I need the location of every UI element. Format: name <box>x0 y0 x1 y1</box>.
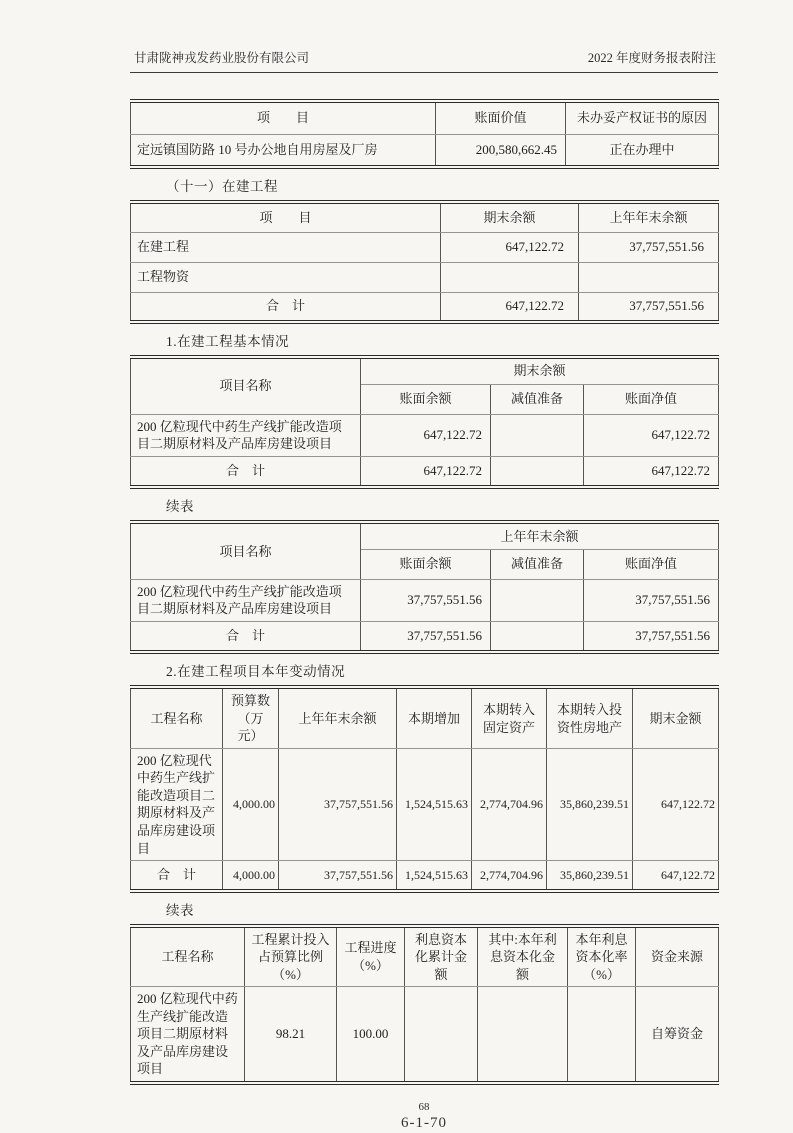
group-header-prior-year-balance: 上年年末余额 <box>361 522 719 549</box>
cell-value <box>491 414 584 456</box>
col-header-capitalization-rate: 本年利息资本化率（%） <box>568 926 636 987</box>
cell-value: 37,757,551.56 <box>579 292 719 322</box>
col-header-net-value: 账面净值 <box>584 384 719 414</box>
cell-value: 37,757,551.56 <box>579 232 719 262</box>
project-name: 200 亿粒现代中药生产线扩能改造项目二期原材料及产品库房建设项目 <box>131 414 361 456</box>
cell-value: 37,757,551.56 <box>279 861 397 891</box>
cell-book-value: 200,580,662.45 <box>436 134 566 167</box>
table-row <box>131 987 719 1083</box>
cell-value: 35,860,239.51 <box>547 748 633 860</box>
col-header-budget: 预算数（万元） <box>223 687 279 748</box>
col-header-impairment: 减值准备 <box>491 384 584 414</box>
cell-value <box>568 987 636 1083</box>
total-label: 合 计 <box>131 861 223 891</box>
table-total-row <box>131 861 719 891</box>
row-label: 定远镇国防路 10 号办公地自用房屋及厂房 <box>131 134 436 167</box>
table-row <box>131 134 719 167</box>
col-header-capitalized-interest-total: 利息资本化累计金额 <box>405 926 478 987</box>
cip-movement-table <box>130 685 719 892</box>
table-row <box>131 232 719 262</box>
table-row <box>131 748 719 860</box>
project-name: 200 亿粒现代中药生产线扩能改造项目二期原材料及产品库房建设项目 <box>131 987 245 1083</box>
page-number: 6-1-70 <box>401 1114 447 1131</box>
subsection-title-current-year-changes: 2.在建工程项目本年变动情况 <box>166 664 346 680</box>
cell-value: 2,774,704.96 <box>472 861 547 891</box>
cell-value: 647,122.72 <box>441 292 579 322</box>
continued-table-label: 续表 <box>166 499 194 515</box>
cell-value <box>491 456 584 487</box>
col-header-investment-to-budget-ratio: 工程累计投入占预算比例（%） <box>245 926 337 987</box>
table-group-header-row <box>131 522 719 549</box>
cell-value: 1,524,515.63 <box>397 861 472 891</box>
col-header-transfer-fixed-assets: 本期转入固定资产 <box>472 687 547 748</box>
cell-value <box>491 621 584 652</box>
total-label: 合 计 <box>131 292 441 322</box>
company-name: 甘肃陇神戎发药业股份有限公司 <box>134 51 310 65</box>
col-header-project-name: 工程名称 <box>131 926 245 987</box>
cell-value: 647,122.72 <box>584 456 719 487</box>
cell-value: 37,757,551.56 <box>584 621 719 652</box>
col-header-project-name: 工程名称 <box>131 687 223 748</box>
cell-value: 自筹资金 <box>636 987 719 1083</box>
document-page <box>130 0 718 1133</box>
cell-value: 37,757,551.56 <box>361 621 491 652</box>
property-certificate-table <box>130 99 719 169</box>
cell-value: 647,122.72 <box>633 748 719 860</box>
cell-value: 647,122.72 <box>633 861 719 891</box>
cell-value: 1,524,515.63 <box>397 748 472 860</box>
col-header-book-value: 账面价值 <box>436 101 566 134</box>
table-total-row <box>131 292 719 322</box>
cell-value: 100.00 <box>337 987 405 1083</box>
cell-value <box>405 987 478 1083</box>
cip-ending-balance-table <box>130 355 719 489</box>
col-header-ending-balance: 期末余额 <box>441 202 579 232</box>
col-header-project-name: 项目名称 <box>131 522 361 579</box>
cell-value: 647,122.72 <box>361 414 491 456</box>
table-header-row <box>131 101 719 134</box>
col-header-prior-year-balance: 上年年末余额 <box>579 202 719 232</box>
cell-reason: 正在办理中 <box>566 134 719 167</box>
table-total-row <box>131 456 719 487</box>
cell-value: 647,122.72 <box>361 456 491 487</box>
table-group-header-row <box>131 357 719 384</box>
col-header-progress: 工程进度（%） <box>337 926 405 987</box>
table-row <box>131 262 719 292</box>
row-label: 工程物资 <box>131 262 441 292</box>
continued-table-label: 续表 <box>166 902 194 918</box>
cip-summary-table <box>130 200 719 324</box>
group-header-ending-balance: 期末余额 <box>361 357 719 384</box>
project-name: 200 亿粒现代中药生产线扩能改造项目二期原材料及产品库房建设项目 <box>131 748 223 860</box>
col-header-ending-amount: 期末金额 <box>633 687 719 748</box>
col-header-transfer-investment-property: 本期转入投资性房地产 <box>547 687 633 748</box>
table-header-row <box>131 202 719 232</box>
cell-value <box>491 579 584 621</box>
cell-value: 37,757,551.56 <box>279 748 397 860</box>
col-header-reason: 未办妥产权证书的原因 <box>566 101 719 134</box>
table-total-row <box>131 621 719 652</box>
total-label: 合 计 <box>131 456 361 487</box>
col-header-capitalized-interest-current: 其中:本年利息资本化金额 <box>478 926 568 987</box>
cell-value <box>579 262 719 292</box>
document-header <box>130 48 718 73</box>
row-label: 在建工程 <box>131 232 441 262</box>
cell-value: 37,757,551.56 <box>361 579 491 621</box>
cell-value <box>478 987 568 1083</box>
col-header-item: 项 目 <box>131 101 436 134</box>
col-header-book-balance: 账面余额 <box>361 384 491 414</box>
section-title-construction-in-progress: （十一）在建工程 <box>166 179 278 194</box>
col-header-impairment: 减值准备 <box>491 549 584 579</box>
project-name: 200 亿粒现代中药生产线扩能改造项目二期原材料及产品库房建设项目 <box>131 579 361 621</box>
cip-prior-year-balance-table <box>130 520 719 654</box>
page-footer <box>130 1101 718 1133</box>
table-row <box>131 414 719 456</box>
cell-value: 4,000.00 <box>223 748 279 860</box>
subsection-title-basic-situation: 1.在建工程基本情况 <box>166 334 290 349</box>
col-header-funding-source: 资金来源 <box>636 926 719 987</box>
cell-value: 4,000.00 <box>223 861 279 891</box>
col-header-net-value: 账面净值 <box>584 549 719 579</box>
cell-value: 35,860,239.51 <box>547 861 633 891</box>
cell-value <box>441 262 579 292</box>
cell-value: 647,122.72 <box>441 232 579 262</box>
cell-value: 647,122.72 <box>584 414 719 456</box>
table-header-row <box>131 687 719 748</box>
page-number-small: 68 <box>418 1100 430 1113</box>
col-header-project-name: 项目名称 <box>131 357 361 414</box>
report-title: 2022 年度财务报表附注 <box>587 51 716 65</box>
cell-value: 37,757,551.56 <box>584 579 719 621</box>
cip-progress-funding-table <box>130 924 719 1085</box>
col-header-current-increase: 本期增加 <box>397 687 472 748</box>
col-header-item: 项 目 <box>131 202 441 232</box>
cell-value: 2,774,704.96 <box>472 748 547 860</box>
col-header-book-balance: 账面余额 <box>361 549 491 579</box>
col-header-prior-year-balance: 上年年末余额 <box>279 687 397 748</box>
cell-value: 98.21 <box>245 987 337 1083</box>
table-header-row <box>131 926 719 987</box>
total-label: 合 计 <box>131 621 361 652</box>
table-row <box>131 579 719 621</box>
